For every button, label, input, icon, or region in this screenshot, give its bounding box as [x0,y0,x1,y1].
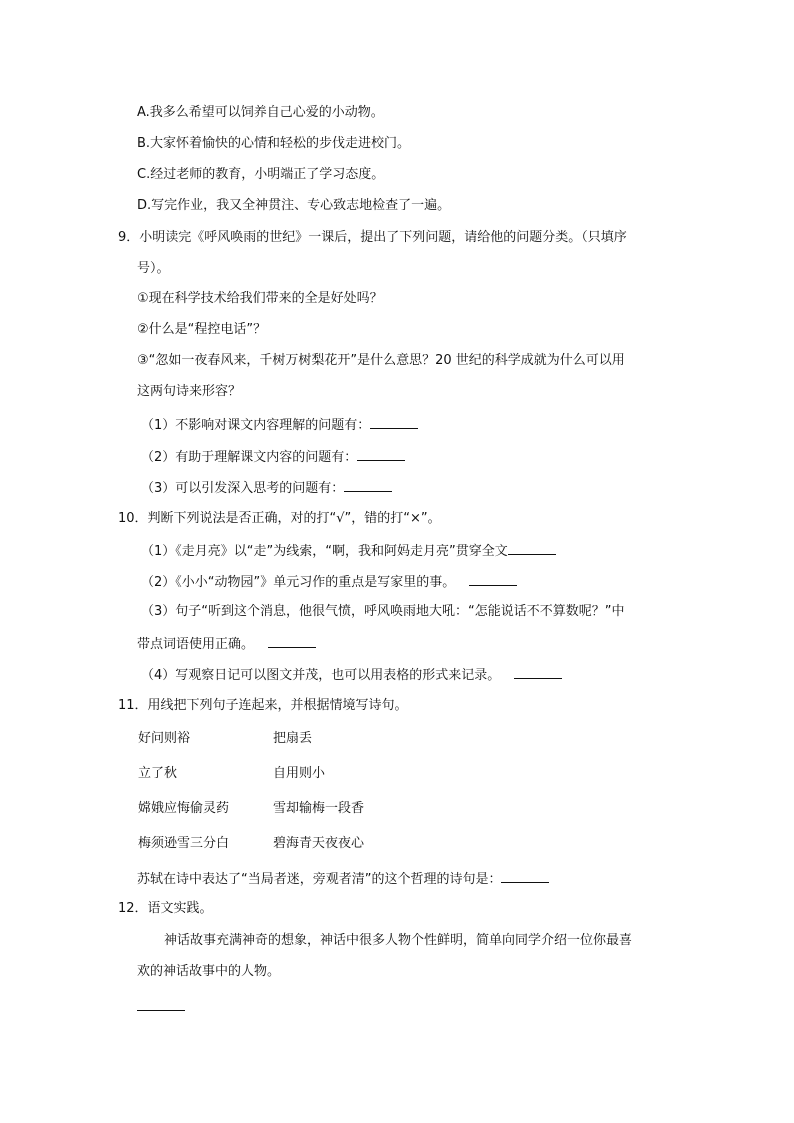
q9-item-2: ②什么是“程控电话”？ [137,322,267,337]
q9-sub-2 [141,446,405,468]
match-right-1[interactable]: 把扇丢 [273,731,313,746]
q10-statement-2-blank[interactable] [469,571,517,586]
q9-item-1: ①现在科学技术给我们带来的全是好处吗？ [137,291,383,306]
q10-stem: 10．判断下列说法是否正确，对的打“√”，错的打“×”。 [118,511,441,526]
q10-statement-3-line1: （3）句子“听到这个消息，他很气愤，呼风唤雨地大吼：“怎能说话不不算数呢？”中 [141,604,625,619]
q8-option-b: B.大家怀着愉快的心情和轻松的步伐走进校门。 [137,136,411,151]
q9-sub-2-text: （2）有助于理解课文内容的问题有： [141,450,358,465]
q11-prompt-blank[interactable] [501,868,549,883]
match-left-2[interactable]: 立了秋 [138,766,178,781]
q10-statement-2-text: （2）《小小“动物园”》单元习作的重点是写家里的事。 [141,575,456,590]
q10-statement-3-text: 带点词语使用正确。 [137,637,255,652]
q10-statement-4-blank[interactable] [514,664,562,679]
match-left-3[interactable]: 嫦娥应悔偷灵药 [138,801,230,816]
match-right-4[interactable]: 碧海青天夜夜心 [273,836,365,851]
q9-stem-line1: 9．小明读完《呼风唤雨的世纪》一课后，提出了下列问题，请给他的问题分类。（只填序 [118,230,627,245]
q9-item-3-line1: ③“忽如一夜春风来，千树万树梨花开”是什么意思？20 世纪的科学成就为什么可以用 [137,353,625,368]
q8-option-c: C.经过老师的教育，小明端正了学习态度。 [137,167,385,182]
q9-sub-3 [141,477,392,499]
q11-prompt [137,868,549,890]
match-left-1[interactable]: 好问则裕 [138,731,191,746]
q10-statement-4 [141,664,562,686]
q12-stem: 12．语文实践。 [118,901,213,916]
q8-option-a: A.我多么希望可以饲养自己心爱的小动物。 [137,105,384,120]
q12-answer [137,996,185,1018]
q9-sub-1-blank[interactable] [370,414,418,429]
q9-sub-2-blank[interactable] [357,446,405,461]
q9-stem-line2: 号）。 [137,261,170,276]
q10-statement-3-line2 [137,633,316,655]
match-right-3[interactable]: 雪却输梅一段香 [273,801,365,816]
q12-answer-blank[interactable] [137,996,185,1011]
q10-statement-1-blank[interactable] [508,540,556,555]
q12-body-line2: 欢的神话故事中的人物。 [137,964,281,979]
q10-statement-2 [141,571,517,593]
q10-statement-4-text: （4）写观察日记可以图文并茂，也可以用表格的形式来记录。 [141,668,501,683]
match-left-4[interactable]: 梅须逊雪三分白 [138,836,230,851]
q9-sub-1-text: （1）不影响对课文内容理解的问题有： [141,418,371,433]
match-right-2[interactable]: 自用则小 [273,766,326,781]
q8-option-d: D.写完作业，我又全神贯注、专心致志地检查了一遍。 [137,198,451,213]
q9-item-3-line2: 这两句诗来形容？ [137,384,242,399]
q9-sub-3-text: （3）可以引发深入思考的问题有： [141,481,345,496]
q9-sub-1 [141,414,418,436]
q10-statement-1 [141,540,556,562]
q10-statement-1-text: （1）《走月亮》以“走”为线索，“啊，我和阿妈走月亮”贯穿全文 [141,544,508,559]
q11-prompt-text: 苏轼在诗中表达了“当局者迷，旁观者清”的这个哲理的诗句是： [137,872,502,887]
q12-body-line1: 神话故事充满神奇的想象，神话中很多人物个性鲜明，简单向同学介绍一位你最喜 [164,933,633,948]
q10-statement-3-blank[interactable] [268,633,316,648]
q11-stem: 11．用线把下列句子连起来，并根据情境写诗句。 [118,698,408,713]
q9-sub-3-blank[interactable] [344,477,392,492]
